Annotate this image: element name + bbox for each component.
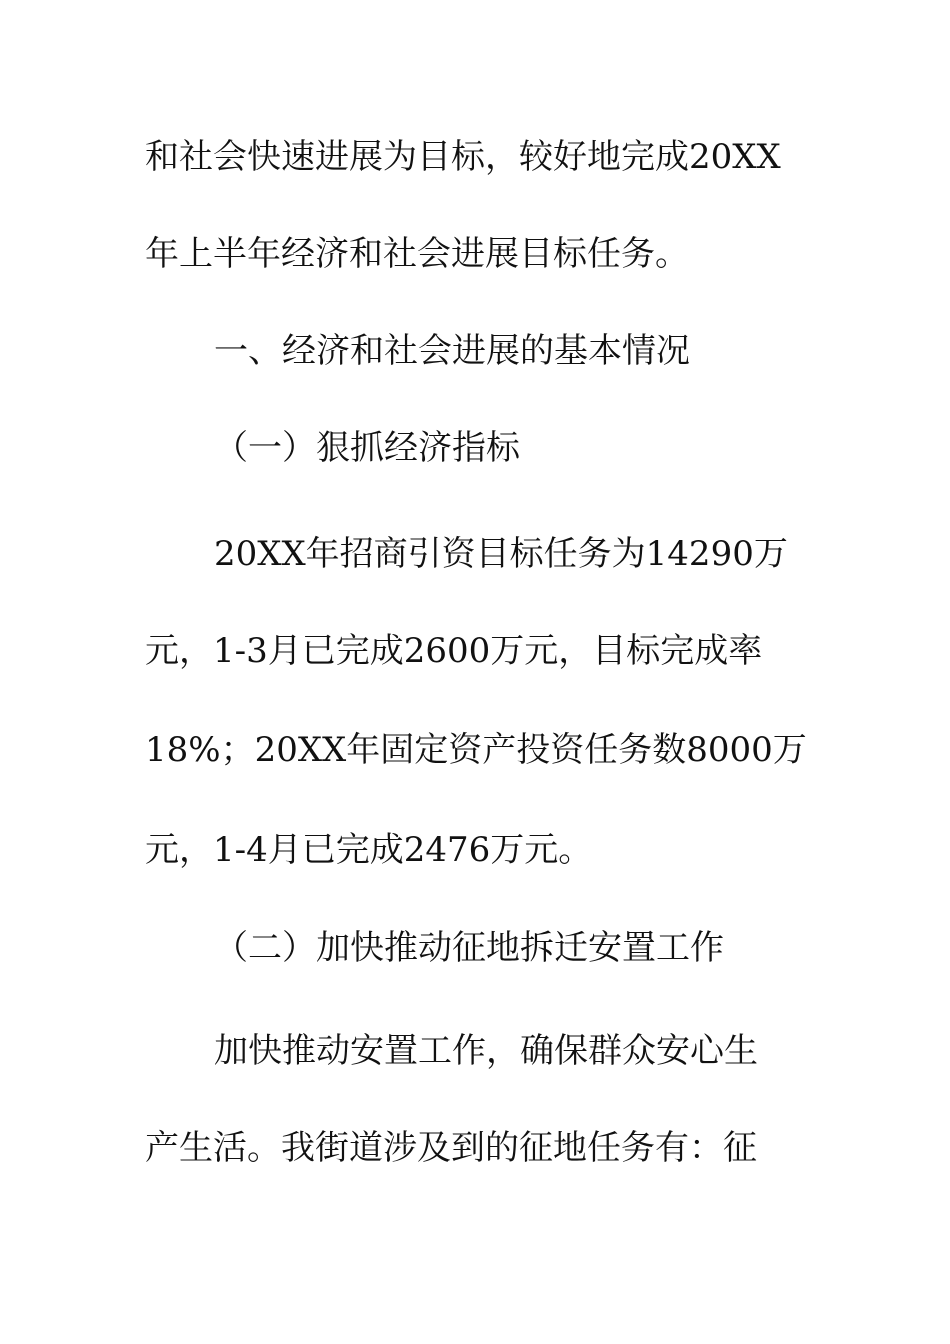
body-text-line: 元，1-3月已完成2600万元，目标完成率: [145, 631, 763, 671]
body-text-line: 20XX年招商引资目标任务为14290万: [214, 534, 788, 574]
body-text-line: 加快推动安置工作，确保群众安心生: [214, 1031, 758, 1071]
subsection-heading: （二）加快推动征地拆迁安置工作: [214, 928, 724, 968]
body-text-line: 元，1-4月已完成2476万元。: [145, 830, 593, 870]
section-heading: 一、经济和社会进展的基本情况: [214, 331, 690, 371]
body-text-line: 和社会快速进展为目标，较好地完成20XX: [145, 137, 781, 177]
subsection-heading: （一）狠抓经济指标: [214, 428, 520, 468]
body-text-line: 年上半年经济和社会进展目标任务。: [145, 234, 689, 274]
body-text-line: 18%；20XX年固定资产投资任务数8000万: [145, 730, 807, 770]
body-text-line: 产生活。我街道涉及到的征地任务有：征: [145, 1128, 757, 1168]
